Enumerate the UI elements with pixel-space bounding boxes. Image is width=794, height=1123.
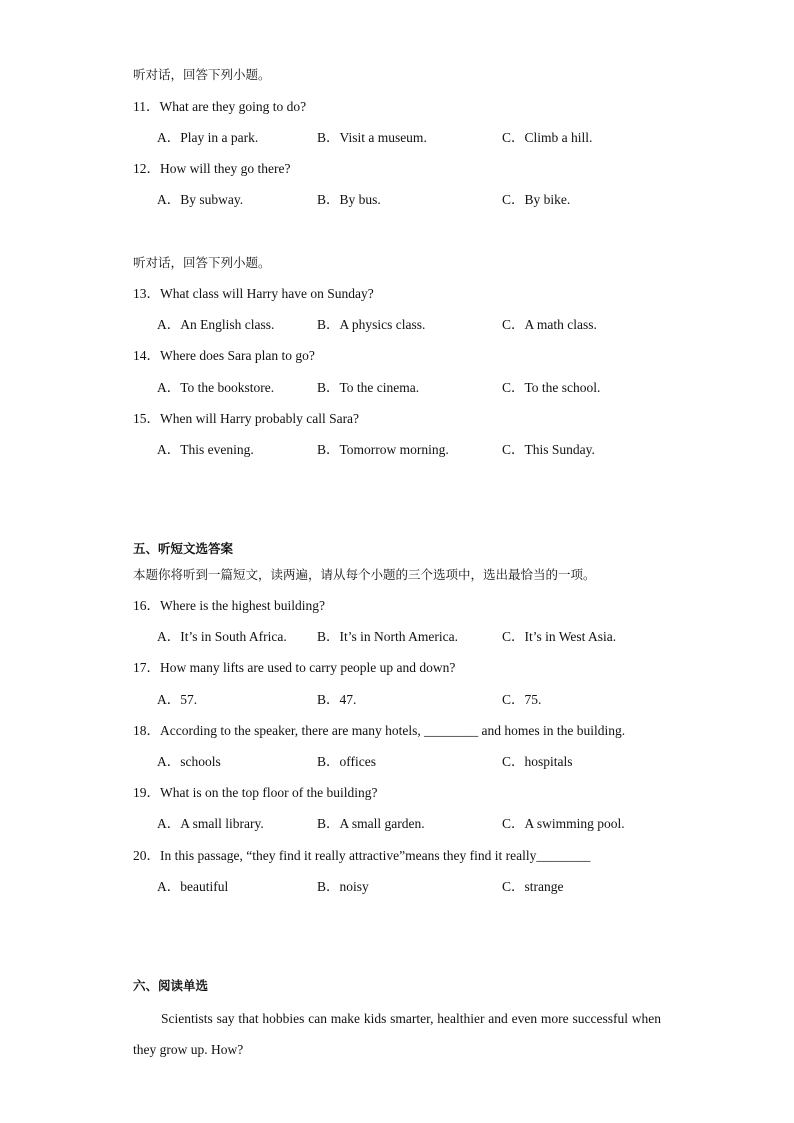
q13-option-c: C．A math class. — [502, 317, 597, 332]
q14-option-b: B．To the cinema. — [317, 380, 420, 395]
q12-option-b: B．By bus. — [317, 192, 381, 207]
q14-option-a: A．To the bookstore. — [157, 380, 275, 395]
group1-intro: 听对话，回答下列小题。 — [133, 67, 271, 82]
q19-option-a: A．A small library. — [157, 816, 264, 831]
question-14: 14．Where does Sara plan to go? — [133, 348, 315, 363]
q20-option-a: A．beautiful — [157, 879, 229, 894]
section6-paragraph: Scientists say that hobbies can make kids smarter, healthier and even more successful when they grow up. How? — [133, 1011, 661, 1057]
q17-option-a: A．57. — [157, 692, 198, 707]
q19-option-c: C．A swimming pool. — [502, 816, 625, 831]
question-11: 11．What are they going to do? — [133, 99, 307, 114]
q18-option-b: B．offices — [317, 754, 376, 769]
q11-option-c: C．Climb a hill. — [502, 130, 593, 145]
q11-option-a: A．Play in a park. — [157, 130, 259, 145]
section5-intro: 本题你将听到一篇短文，读两遍，请从每个小题的三个选项中，选出最恰当的一项。 — [133, 567, 596, 582]
q18-option-c: C．hospitals — [502, 754, 573, 769]
q20-option-b: B．noisy — [317, 879, 369, 894]
q20-option-c: C．strange — [502, 879, 564, 894]
question-19: 19．What is on the top floor of the building? — [133, 785, 378, 800]
q16-option-a: A．It’s in South Africa. — [157, 629, 287, 644]
q17-option-b: B．47. — [317, 692, 357, 707]
question-12: 12．How will they go there? — [133, 161, 291, 176]
q18-option-a: A．schools — [157, 754, 221, 769]
q16-option-b: B．It’s in North America. — [317, 629, 458, 644]
question-15: 15．When will Harry probably call Sara? — [133, 411, 360, 426]
section6-heading: 六、阅读单选 — [133, 978, 209, 993]
q15-option-c: C．This Sunday. — [502, 442, 595, 457]
group2-intro: 听对话，回答下列小题。 — [133, 255, 271, 270]
q11-option-b: B．Visit a museum. — [317, 130, 427, 145]
q13-option-b: B．A physics class. — [317, 317, 426, 332]
section5-heading: 五、听短文选答案 — [133, 541, 234, 556]
q12-option-a: A．By subway. — [157, 192, 244, 207]
question-18: 18．According to the speaker, there are many hotels, ________ and homes in the building. — [133, 723, 626, 738]
q14-option-c: C．To the school. — [502, 380, 601, 395]
q16-option-c: C．It’s in West Asia. — [502, 629, 617, 644]
question-13: 13．What class will Harry have on Sunday? — [133, 286, 374, 301]
q13-option-a: A．An English class. — [157, 317, 275, 332]
question-20: 20．In this passage, “they find it really attractive”means they find it really________ — [133, 848, 591, 863]
q15-option-a: A．This evening. — [157, 442, 254, 457]
q19-option-b: B．A small garden. — [317, 816, 425, 831]
q12-option-c: C．By bike. — [502, 192, 571, 207]
question-17: 17．How many lifts are used to carry people up and down? — [133, 660, 456, 675]
q15-option-b: B．Tomorrow morning. — [317, 442, 449, 457]
question-16: 16．Where is the highest building? — [133, 598, 325, 613]
q17-option-c: C．75. — [502, 692, 542, 707]
